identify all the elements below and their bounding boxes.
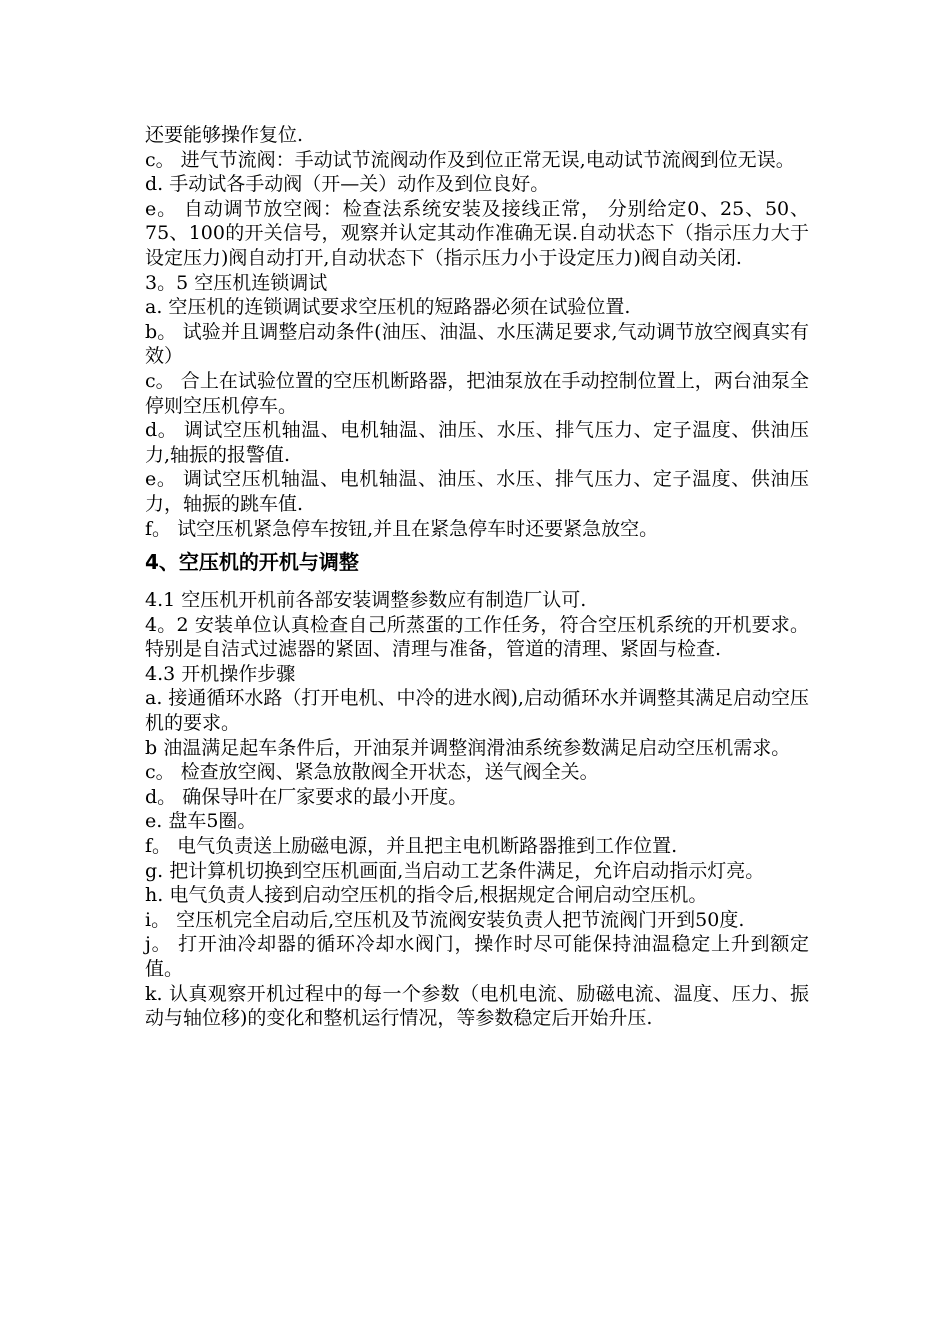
step-k: k. 认真观察开机过程中的每一个参数（电机电流、励磁电流、温度、压力、振动与轴位移)的变化和整机运行情况，等参数稳定后开始升压. <box>145 982 809 1030</box>
step-e: e. 盘车5圈。 <box>145 810 257 833</box>
step-a: a. 接通循环水路（打开电机、中冷的进水阀),启动循环水并调整其满足启动空压机的要求。 <box>145 687 809 735</box>
step-h: h. 电气负责人接到启动空压机的指令后,根据规定合闸启动空压机。 <box>145 884 708 907</box>
paragraph-throttle-valve: c。 进气节流阀：手动试节流阀动作及到位正常无误,电动试节流阀到位无误。 <box>145 148 795 171</box>
step-b: b 油温满足起车条件后，开油泵并调整润滑油系统参数满足启动空压机需求。 <box>145 736 791 759</box>
paragraph-reset-operation: 还要能够操作复位. <box>145 124 304 146</box>
paragraph-4-1: 4.1 空压机开机前各部安装调整参数应有制造厂认可. <box>145 589 587 612</box>
paragraph-interlock-e: e。 调试空压机轴温、电机轴温、油压、水压、排气压力、定子温度、供油压力，轴振的跳车值. <box>145 468 809 515</box>
step-f: f。 电气负责送上励磁电源，并且把主电机断路器推到工作位置. <box>145 835 678 858</box>
step-c: c。 检查放空阀、紧急放散阀全开状态，送气阀全关。 <box>145 761 599 784</box>
paragraph-4-2: 4。2 安装单位认真检查自己所蒸蛋的工作任务，符合空压机系统的开机要求。特别是自洁式过滤器的紧固、清理与准备，管道的清理、紧固与检查. <box>145 613 809 661</box>
paragraph-auto-vent-valve: e。 自动调节放空阀：检查法系统安装及接线正常， 分别给定0、25、50、75、100的开关信号，观察并认定其动作准确无误.自动状态下（指示压力大于设定压力)阀自动打开,自动状态下（指示压力小于设定压力)阀自动关闭. <box>145 197 809 269</box>
paragraph-interlock-b: b。 试验并且调整启动条件(油压、油温、水压满足要求,气动调节放空阀真实有效） <box>145 320 809 368</box>
subheading-4-3: 4.3 开机操作步骤 <box>145 662 296 685</box>
paragraph-interlock-c: c。 合上在试验位置的空压机断路器，把油泵放在手动控制位置上，两台油泵全停则空压机停车。 <box>145 369 809 417</box>
paragraph-interlock-f: f。 试空压机紧急停车按钮,并且在紧急停车时还要紧急放空。 <box>145 517 659 540</box>
step-j: j。 打开油冷却器的循环冷却水阀门，操作时尽可能保持油温稳定上升到额定值。 <box>145 933 809 980</box>
paragraph-manual-valves: d. 手动试各手动阀（开—关）动作及到位良好。 <box>145 173 550 196</box>
step-d: d。 确保导叶在厂家要求的最小开度。 <box>145 785 468 808</box>
subheading-interlock-test: 3。5 空压机连锁调试 <box>145 271 328 294</box>
document-page <box>145 123 809 1031</box>
paragraph-interlock-a: a. 空压机的连锁调试要求空压机的短路器必须在试验位置. <box>145 296 631 319</box>
step-g: g. 把计算机切换到空压机画面,当启动工艺条件满足，允许启动指示灯亮。 <box>145 859 765 882</box>
section-heading-startup: 4、空压机的开机与调整 <box>145 550 359 575</box>
paragraph-interlock-d: d。 调试空压机轴温、电机轴温、油压、水压、排气压力、定子温度、供油压力,轴振的报警值. <box>145 419 809 466</box>
step-i: i。 空压机完全启动后,空压机及节流阀安装负责人把节流阀门开到50度. <box>145 908 745 931</box>
